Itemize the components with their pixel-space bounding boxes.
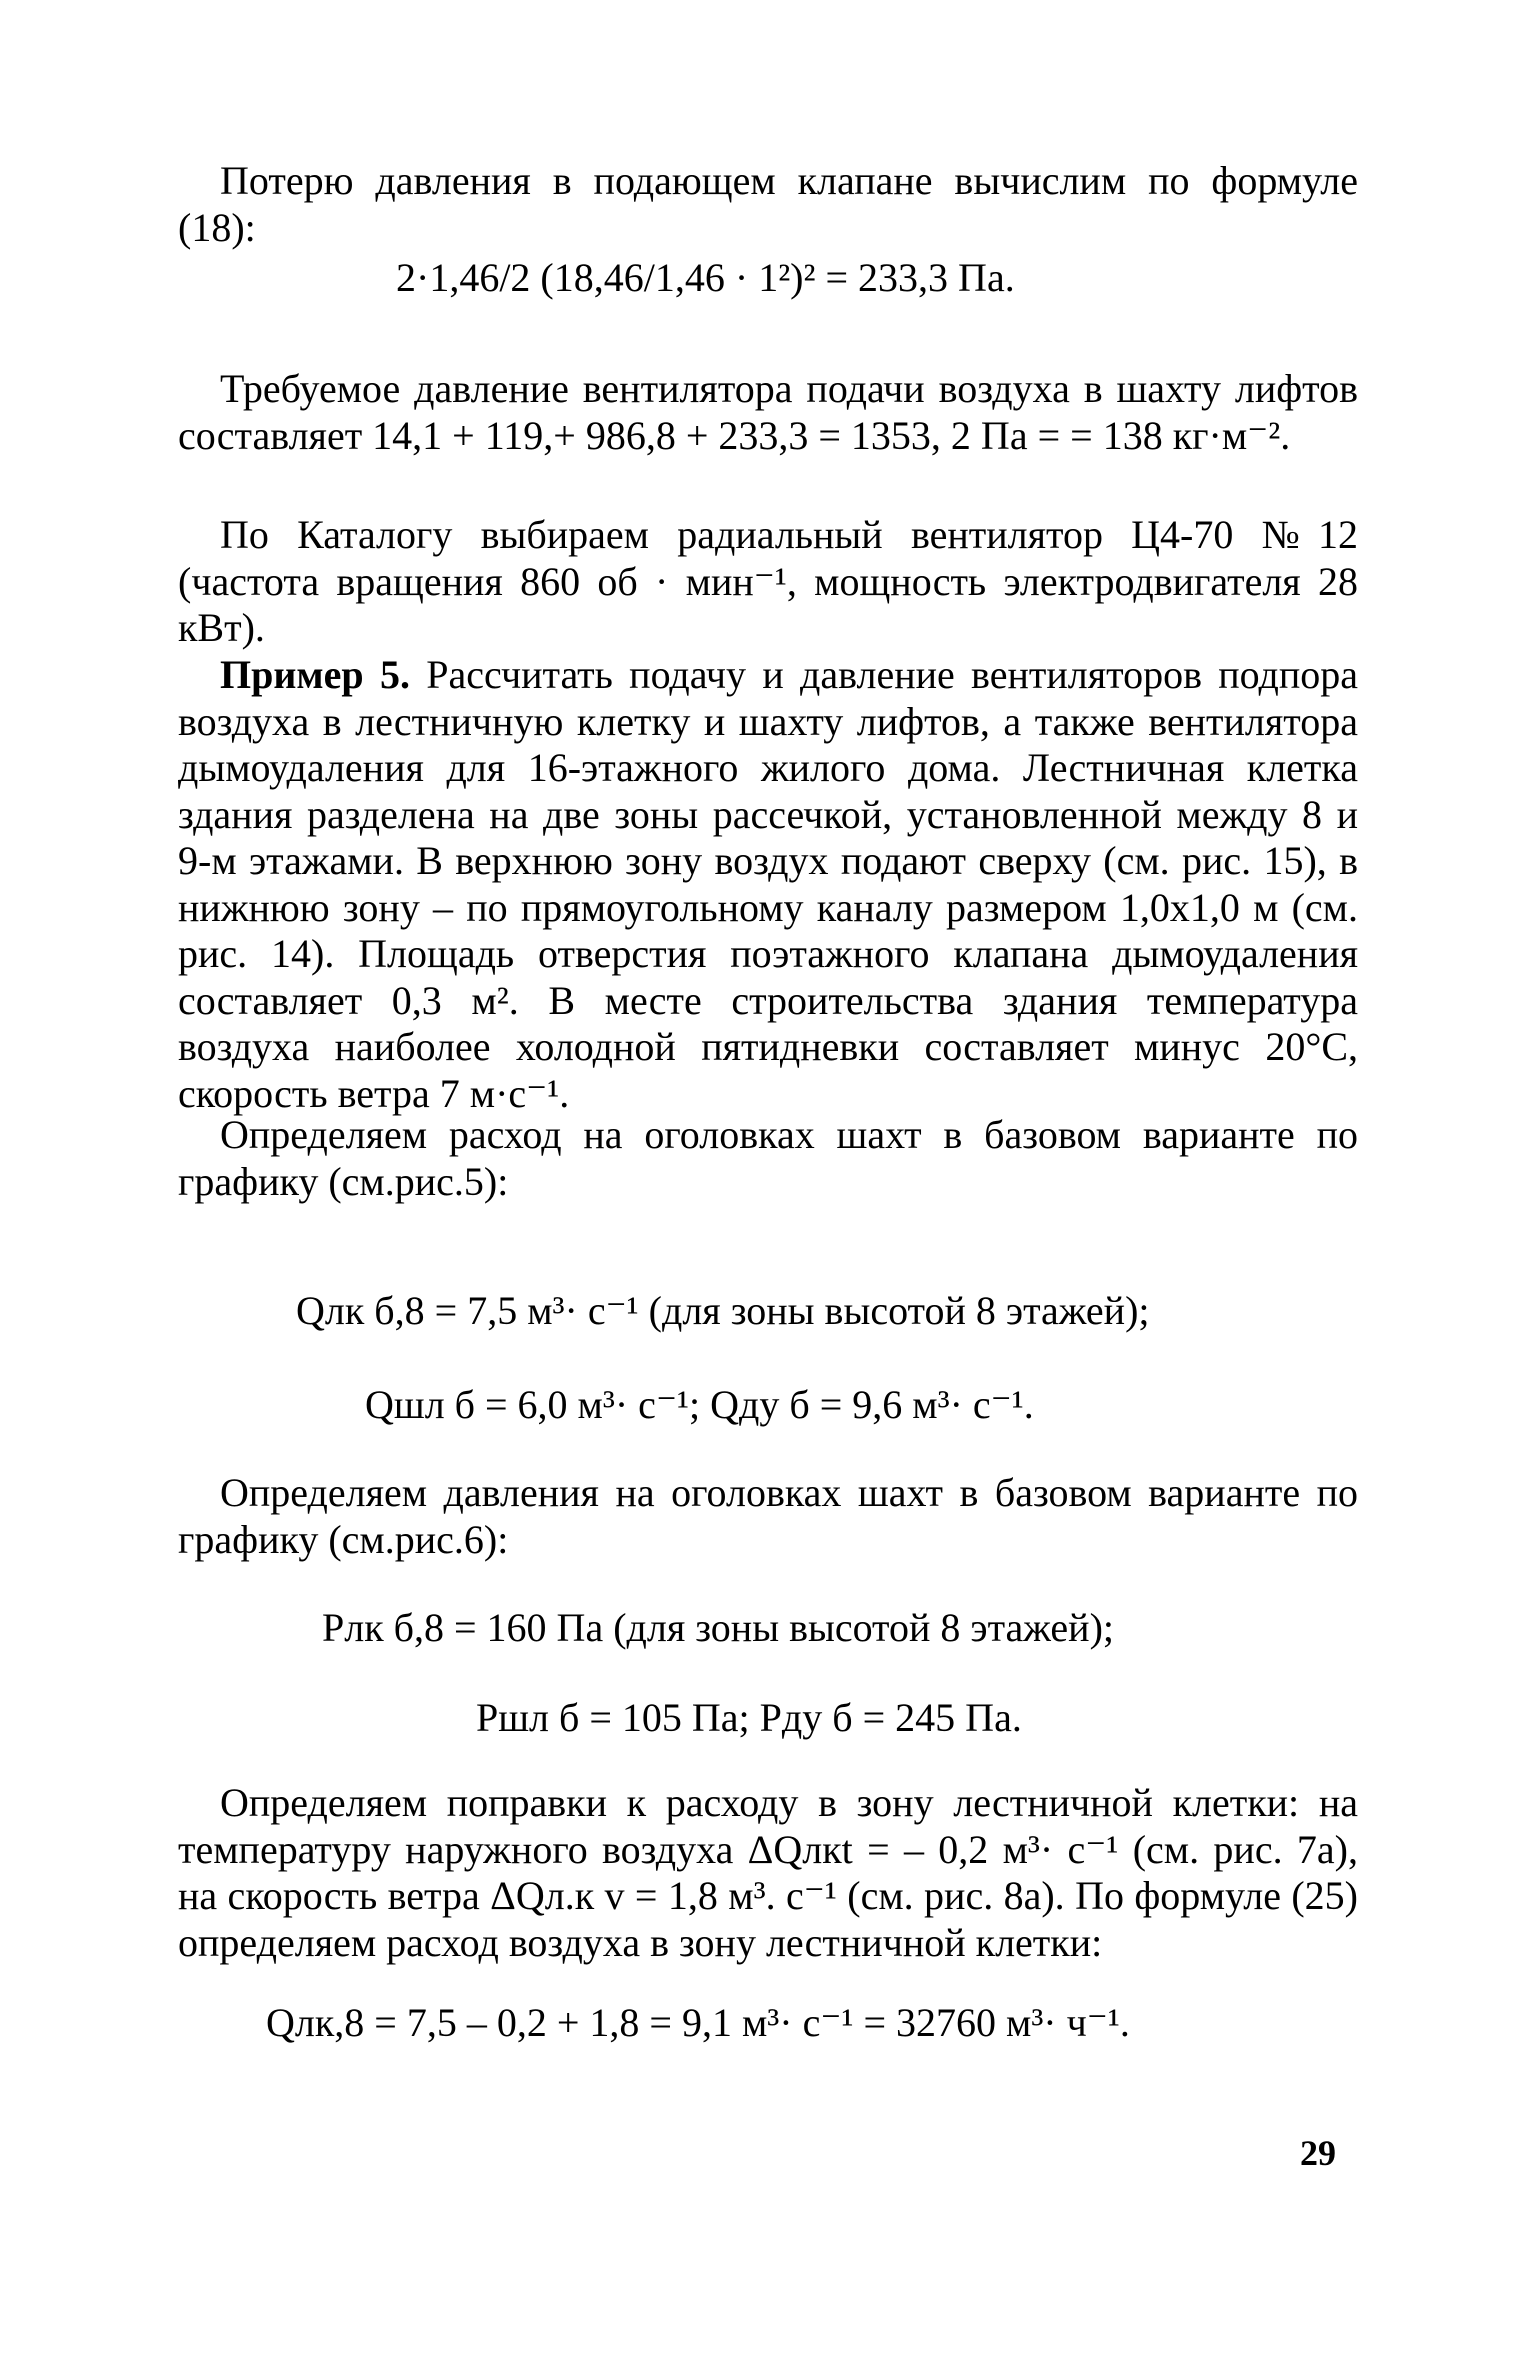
paragraph-pressure-graph: Определяем давления на оголовках шахт в базовом варианте по графику (см.рис.6): bbox=[178, 1470, 1358, 1562]
formula-flow-shafts: Qшл б = 6,0 м³· с⁻¹; Qду б = 9,6 м³· с⁻¹. bbox=[365, 1382, 1034, 1427]
paragraph-pressure-loss: Потерю давления в подающем клапане вычислим по формуле (18): bbox=[178, 158, 1358, 250]
paragraph-required-pressure: Требуемое давление вентилятора подачи воздуха в шахту лифтов составляет 14,1 + 119,+ 986,8 + 233,3 = 1353, 2 Па = = 138 кг·м⁻². bbox=[178, 366, 1358, 458]
formula-pressure-shafts: Pшл б = 105 Па; Pду б = 245 Па. bbox=[476, 1695, 1022, 1740]
formula-pressure-stair: Pлк б,8 = 160 Па (для зоны высотой 8 этажей); bbox=[322, 1605, 1115, 1650]
example-label: Пример 5. bbox=[220, 652, 410, 697]
paragraph-flow-graph: Определяем расход на оголовках шахт в базовом варианте по графику (см.рис.5): bbox=[178, 1112, 1358, 1204]
paragraph-catalog-selection: По Каталогу выбираем радиальный вентилятор Ц4-70 №12 (частота вращения 860 об · мин⁻¹, мощность электродвигателя 28 кВт). bbox=[178, 512, 1358, 650]
formula-flow-stair: Qлк б,8 = 7,5 м³· с⁻¹ (для зоны высотой 8 этажей); bbox=[296, 1288, 1150, 1333]
paragraph-example-5 bbox=[178, 652, 1358, 1117]
paragraph-corrections: Определяем поправки к расходу в зону лестничной клетки: на температуру наружного воздуха ΔQлкt = – 0,2 м³· с⁻¹ (см. рис. 7а), на скорость ветра ΔQл.к v = 1,8 м³. с⁻¹ (см. рис. 8а). По формуле (25) определяем расход воздуха в зону лестничной клетки: bbox=[178, 1780, 1358, 1965]
formula-stair-flow-total: Qлк,8 = 7,5 – 0,2 + 1,8 = 9,1 м³· с⁻¹ = 32760 м³· ч⁻¹. bbox=[266, 2000, 1130, 2045]
page-number: 29 bbox=[1300, 2133, 1336, 2173]
example-text: Рассчитать подачу и давление вентиляторов подпора воздуха в лестничную клетку и шахту лифтов, а также вентилятора дымоудаления для 16-этажного жилого дома. Лестничная клетка здания разделена на две зоны рассечкой, установленной между 8 и 9-м этажами. В верхнюю зону воздух подают сверху (см. рис. 15), в нижнюю зону – по прямоугольному каналу размером 1,0х1,0 м (см. рис. 14). Площадь отверстия поэтажного клапана дымоудаления составляет 0,3 м². В месте строительства здания температура воздуха наиболее холодной пятидневки составляет минус 20°С, скорость ветра 7 м·с⁻¹. bbox=[178, 652, 1359, 1116]
formula-pressure-loss: 2·1,46/2 (18,46/1,46 · 1²)² = 233,3 Па. bbox=[396, 255, 1015, 300]
